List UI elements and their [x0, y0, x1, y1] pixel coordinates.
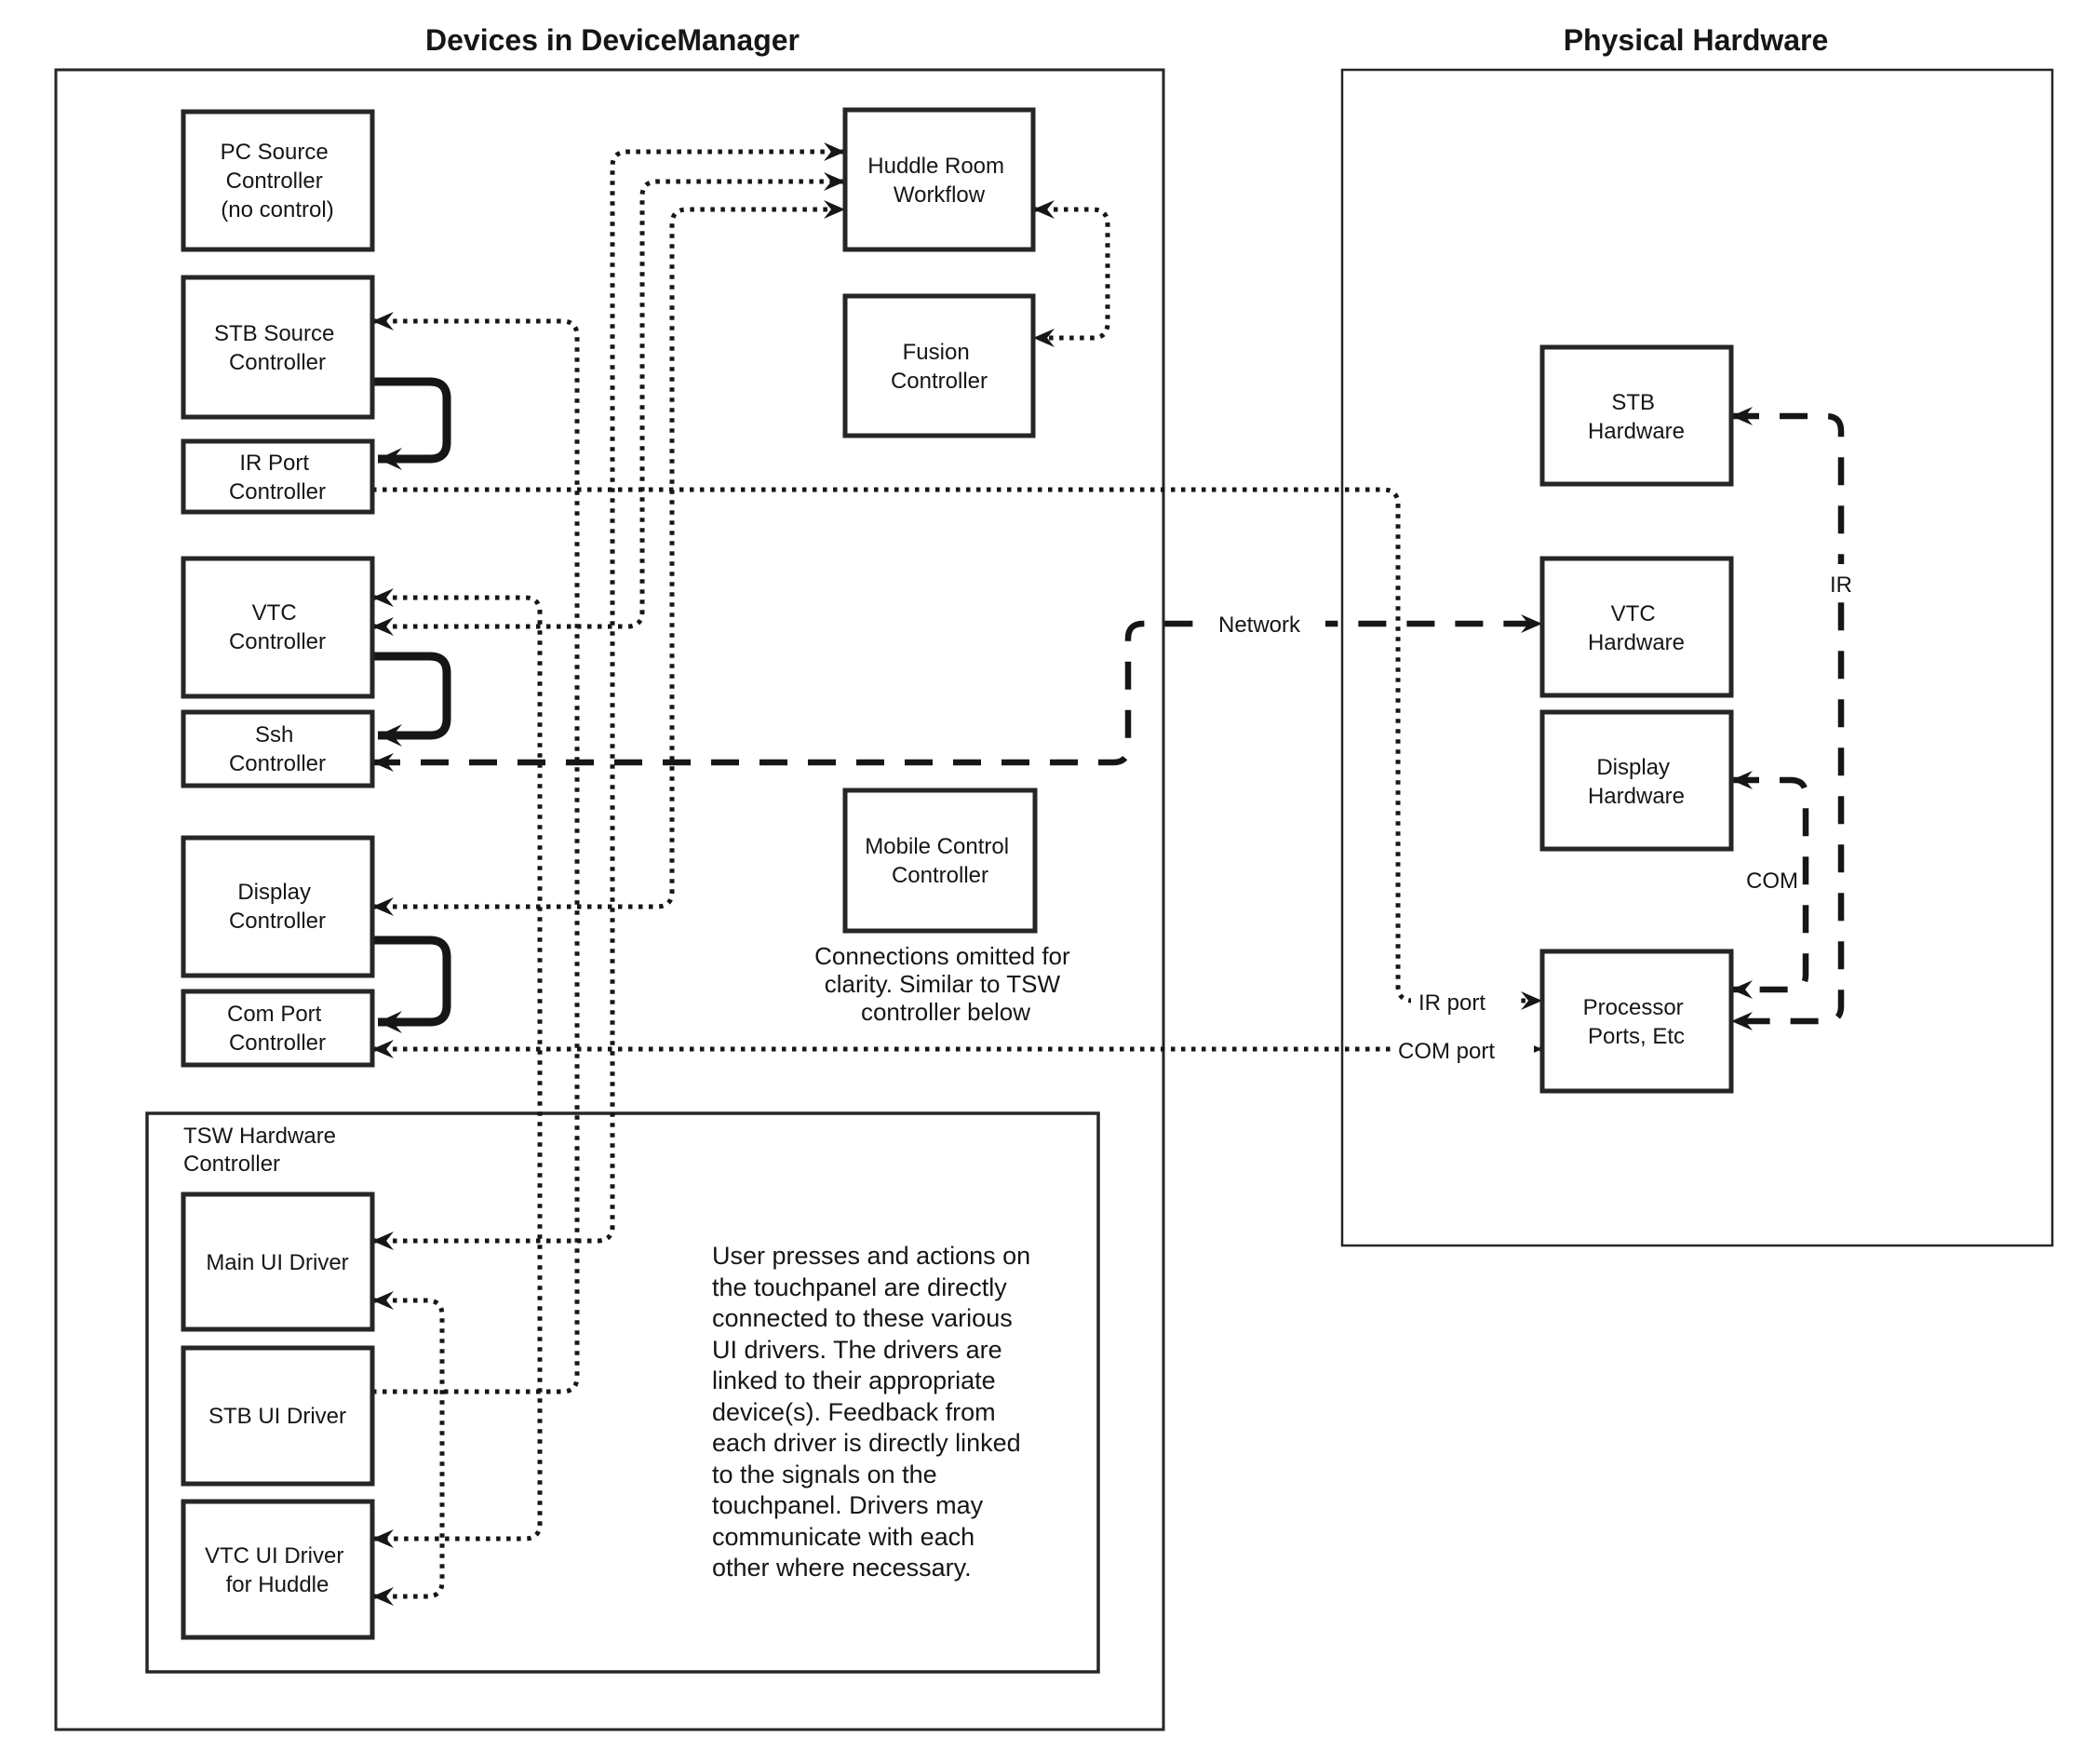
edge-network [372, 624, 1542, 762]
label-line: Controller [183, 1151, 281, 1177]
network-label: Network [1217, 613, 1301, 638]
tsw-container-label [183, 1124, 343, 1177]
pc-source-label [221, 140, 335, 222]
node-huddle-room-workflow [845, 110, 1033, 249]
ir-port-label: IR port [1418, 990, 1486, 1016]
label-line: (no control) [221, 197, 334, 222]
node-mobile-control-controller [845, 790, 1035, 931]
physical-hardware-title: Physical Hardware [1563, 23, 1829, 57]
edge-vtc-ssh [372, 656, 447, 735]
edge-main-ui-vtc-ui [372, 1300, 442, 1596]
label-line: Ports, Etc [1587, 1024, 1686, 1049]
ir-label: IR [1830, 572, 1852, 598]
label-line: Display [1596, 755, 1671, 780]
para-line: to the signals on the [712, 1461, 937, 1488]
mobile-note [814, 942, 1077, 1026]
label-line: Controller [228, 1030, 327, 1056]
com-port-label: COM port [1398, 1039, 1496, 1064]
label-line: IR Port [239, 451, 310, 476]
stb-ui-label [208, 1404, 346, 1429]
node-vtc-hardware [1542, 559, 1731, 695]
label-line: Mobile Control [865, 834, 1010, 859]
note-line: Connections omitted for [814, 942, 1070, 970]
label-line: Display [237, 880, 312, 905]
para-line: linked to their appropriate [712, 1367, 996, 1394]
node-display-controller [183, 838, 372, 976]
label-line: STB Source [213, 321, 335, 346]
node-processor-ports [1542, 951, 1731, 1091]
label-line: Main UI Driver [206, 1250, 349, 1275]
edge-huddle-fusion [1033, 209, 1108, 338]
edge-stb-ui-to-stb-source [372, 321, 577, 1392]
label-line: Hardware [1587, 784, 1686, 809]
label-line: Controller [228, 909, 327, 934]
label-line: VTC UI Driver [204, 1543, 344, 1569]
label-line: Controller [228, 479, 327, 505]
com-label: COM [1746, 869, 1798, 894]
para-line: connected to these various [712, 1304, 1013, 1332]
tsw-note-paragraph [712, 1242, 1038, 1582]
edge-ir-dash [1731, 416, 1841, 1021]
para-line: the touchpanel are directly [712, 1273, 1007, 1301]
label-line: Huddle Room [867, 154, 1005, 179]
label-line: STB UI Driver [208, 1404, 347, 1429]
label-line: VTC [1610, 601, 1656, 626]
label-line: TSW Hardware [183, 1124, 337, 1149]
node-vtc-ui-driver [183, 1501, 372, 1637]
label-line: VTC [251, 600, 297, 626]
label-line: STB [1611, 390, 1656, 415]
main-ui-label [206, 1250, 348, 1275]
node-display-hardware [1542, 712, 1731, 849]
label-line: Ssh [254, 722, 294, 747]
para-line: device(s). Feedback from [712, 1398, 996, 1426]
edge-stb-source-ir-port [372, 382, 447, 459]
label-line: Com Port [226, 1002, 322, 1027]
label-line: Controller [891, 863, 989, 888]
label-line: Controller [228, 751, 327, 776]
node-stb-source-controller [183, 277, 372, 417]
node-vtc-controller [183, 559, 372, 696]
label-line: Controller [890, 369, 988, 394]
para-line: touchpanel. Drivers may [712, 1491, 984, 1519]
label-line: Hardware [1587, 419, 1686, 444]
edge-display-com-port [372, 940, 447, 1022]
label-line: Controller [225, 168, 323, 194]
node-stb-hardware [1542, 347, 1731, 484]
label-line: Hardware [1587, 630, 1686, 655]
label-line: PC Source [220, 140, 329, 165]
note-line: clarity. Similar to TSW [824, 970, 1061, 998]
device-manager-title: Devices in DeviceManager [425, 23, 800, 57]
label-line: Controller [228, 350, 327, 375]
label-line: for Huddle [225, 1572, 329, 1597]
note-line: controller below [860, 998, 1031, 1026]
edge-huddle-display [372, 209, 845, 907]
label-line: Processor [1582, 995, 1684, 1020]
para-line: UI drivers. The drivers are [712, 1336, 1002, 1364]
label-line: Controller [228, 629, 327, 654]
para-line: User presses and actions on [712, 1242, 1031, 1270]
para-line: other where necessary. [712, 1554, 972, 1582]
label-line: Workflow [893, 182, 986, 208]
label-line: Fusion [902, 340, 970, 365]
para-line: each driver is directly linked [712, 1429, 1021, 1457]
node-fusion-controller [845, 296, 1033, 436]
para-line: communicate with each [712, 1523, 975, 1551]
